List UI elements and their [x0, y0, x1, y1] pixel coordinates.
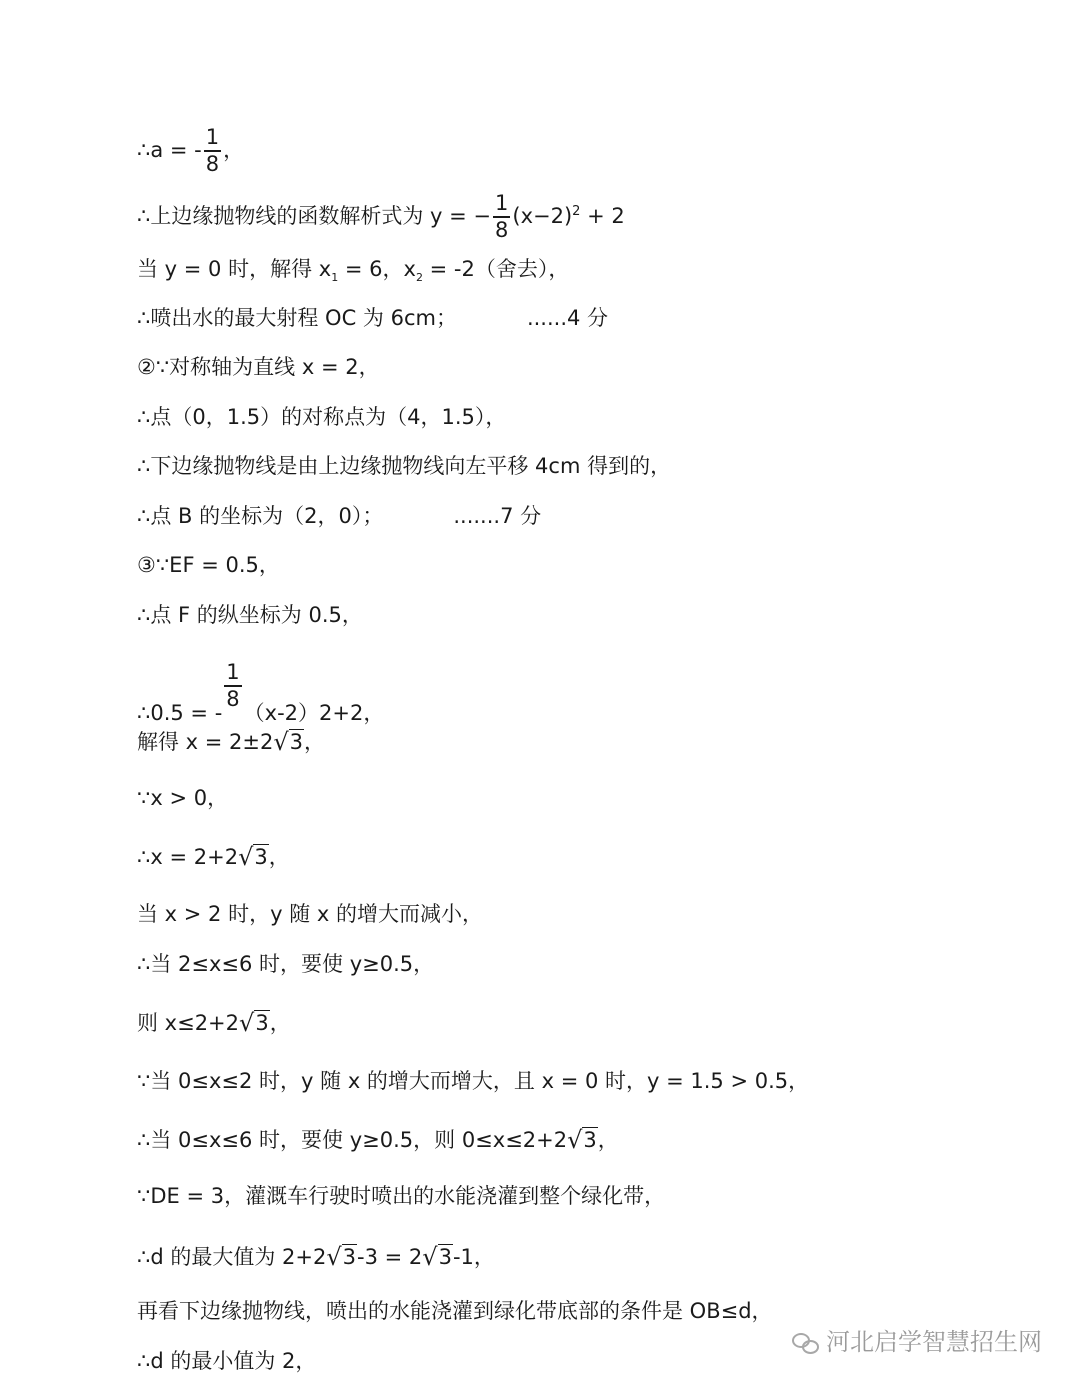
line-7: ∴下边缘抛物线是由上边缘抛物线向左平移 4cm 得到的， [137, 454, 672, 478]
line-4: ∴喷出水的最大射程 OC 为 6cm； ......4 分 [137, 306, 609, 330]
line-8: ∴点 B 的坐标为（2，0）； .......7 分 [137, 504, 542, 528]
line-11: ∴0.5 = - $\frac{1}{8}$ （x-2）2+2， [137, 660, 385, 725]
line-21: ∴d 的最大值为 2+2√3-3 = 2√3-1， [137, 1243, 495, 1271]
line-17: 则 x≤2+2√3， [137, 1009, 291, 1037]
score-mark: .......7 分 [453, 504, 542, 528]
line-13: ∵x > 0， [137, 786, 229, 810]
square-root: √3 [422, 1243, 452, 1271]
watermark-text: 河北启学智慧招生网 [826, 1328, 1042, 1356]
line-3: 当 y = 0 时，解得 $x_1 = 6$，$x_2 = -2$（舍去）， [137, 257, 570, 285]
square-root: √3 [567, 1126, 597, 1154]
wechat-icon [792, 1333, 818, 1353]
line-23: ∴d 的最小值为 2， [137, 1349, 317, 1373]
line-5: ②∵对称轴为直线 x = 2， [137, 355, 380, 379]
line-15: 当 x > 2 时，y 随 x 的增大而减小， [137, 902, 483, 926]
line-19: ∴当 0≤x≤6 时，要使 y≥0.5，则 0≤x≤2+2√3， [137, 1126, 619, 1154]
line-2: ∴上边缘抛物线的函数解析式为 y = − $\frac{1}{8}$ $(x-2)^2 + 2$ [137, 191, 625, 242]
line-18: ∵当 0≤x≤2 时，y 随 x 的增大而增大，且 x = 0 时，y = 1.5 > 0.5， [137, 1069, 810, 1093]
square-root: √3 [273, 728, 304, 756]
score-mark: ......4 分 [526, 306, 609, 330]
square-root: √3 [238, 843, 268, 871]
expr-text: ∴a = - [137, 138, 202, 162]
line-6: ∴点（0，1.5）的对称点为（4，1.5）， [137, 405, 507, 429]
square-root: √3 [326, 1243, 357, 1271]
line-20: ∵DE = 3，灌溉车行驶时喷出的水能浇灌到整个绿化带， [137, 1184, 666, 1208]
fraction: $\frac{1}{8}$ [205, 125, 220, 176]
line-9: ③∵EF = 0.5， [137, 553, 280, 577]
fraction: $\frac{1}{8}$ [226, 660, 240, 711]
fraction: $\frac{1}{8}$ [495, 191, 509, 242]
line-14: ∴x = 2+2√3， [137, 843, 290, 871]
line-16: ∴当 2≤x≤6 时，要使 y≥0.5， [137, 952, 435, 976]
watermark [792, 1322, 1042, 1357]
line-12: 解得 x = 2±2√3， [137, 728, 326, 756]
square-root: √3 [239, 1009, 269, 1037]
line-1: ∴a = - $\frac{1}{8}$ ， [137, 125, 245, 176]
line-22: 再看下边缘抛物线，喷出的水能浇灌到绿化带底部的条件是 OB≤d， [137, 1299, 773, 1323]
line-10: ∴点 F 的纵坐标为 0.5， [137, 603, 363, 627]
